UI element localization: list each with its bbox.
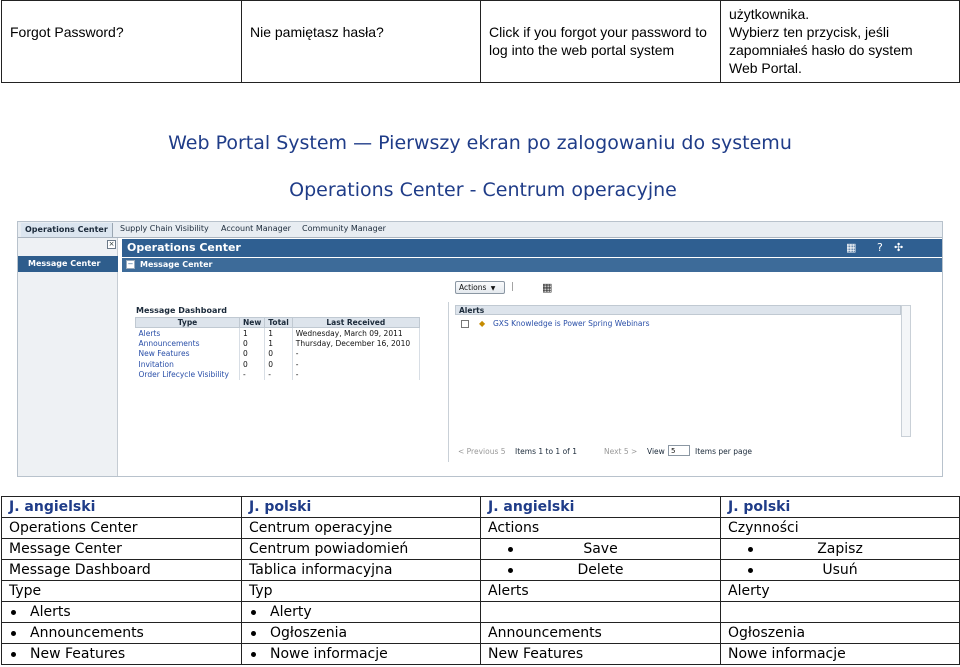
- toolbar-separator: |: [511, 282, 515, 292]
- view-label: View: [647, 447, 665, 456]
- sidebar-item-message-center[interactable]: Message Center: [18, 256, 118, 272]
- nav-tab-community-manager[interactable]: Community Manager: [302, 224, 386, 233]
- layout-icon[interactable]: ▦: [846, 241, 857, 254]
- desc-pl-line: zapomniałeś hasło do system: [729, 42, 913, 58]
- settings-icon[interactable]: ✣: [894, 241, 904, 254]
- cell: Centrum powiadomień: [242, 539, 481, 560]
- cell: Zapisz: [721, 539, 960, 560]
- top-nav: [18, 222, 943, 238]
- nav-tab-supply-chain[interactable]: Supply Chain Visibility: [120, 224, 209, 233]
- page-title: Operations Center: [127, 241, 241, 254]
- cell: Announcements: [481, 623, 721, 644]
- table-row: [2, 644, 960, 665]
- cell: Tablica informacyjna: [242, 560, 481, 581]
- column-header: J. angielski: [2, 497, 242, 518]
- column-header: Total: [265, 318, 293, 328]
- cell: -: [292, 349, 419, 360]
- section-subheading: Operations Center - Centrum operacyjne: [289, 179, 677, 201]
- collapse-icon[interactable]: ×: [108, 240, 115, 248]
- cell: 1: [265, 338, 293, 349]
- table-row: [136, 328, 420, 339]
- table-row: [136, 359, 420, 370]
- cell: 1: [265, 328, 293, 339]
- next-page-link[interactable]: Next 5 >: [604, 447, 638, 456]
- alerts-header: Alerts: [455, 305, 901, 315]
- cell: Operations Center: [2, 518, 242, 539]
- nav-tab-operations-center[interactable]: Operations Center: [21, 223, 113, 237]
- pager: [455, 446, 915, 458]
- desc-pl-line: Web Portal.: [729, 60, 802, 76]
- table-row: [136, 338, 420, 349]
- table-row: [136, 370, 420, 381]
- cell: Message Dashboard: [2, 560, 242, 581]
- cell: 0: [240, 359, 265, 370]
- desc-pl-line: Wybierz ten przycisk, jeśli: [729, 24, 890, 40]
- forgot-password-pl: Nie pamiętasz hasła?: [242, 1, 481, 83]
- cell: Alerts: [2, 602, 242, 623]
- cell: [481, 602, 721, 623]
- cell: Delete: [481, 560, 721, 581]
- section-heading: Web Portal System — Pierwszy ekran po zalogowaniu do systemu: [168, 132, 792, 154]
- column-header: New: [240, 318, 265, 328]
- items-per-page-label: Items per page: [695, 447, 752, 456]
- cell: Ogłoszenia: [242, 623, 481, 644]
- cell: 0: [265, 349, 293, 360]
- column-header: J. polski: [242, 497, 481, 518]
- section-title: Message Center: [140, 260, 213, 269]
- forgot-password-en: Forgot Password?: [2, 1, 242, 83]
- cell: 0: [240, 338, 265, 349]
- actions-dropdown[interactable]: [455, 281, 505, 294]
- column-header: Type: [136, 318, 240, 328]
- cell: Centrum operacyjne: [242, 518, 481, 539]
- alert-link[interactable]: GXS Knowledge is Power Spring Webinars: [493, 319, 650, 328]
- cell: Nowe informacje: [721, 644, 960, 665]
- table-row: [2, 581, 960, 602]
- dashboard-type-link[interactable]: Alerts: [136, 328, 240, 339]
- items-per-page-value: 5: [671, 447, 676, 455]
- cell: Actions: [481, 518, 721, 539]
- cell: Czynności: [721, 518, 960, 539]
- table-row: [136, 349, 420, 360]
- scrollbar[interactable]: [901, 305, 911, 437]
- alert-row: [455, 318, 901, 330]
- dashboard-title: Message Dashboard: [136, 306, 228, 315]
- prev-page-link[interactable]: < Previous 5: [458, 447, 506, 456]
- cell: Typ: [242, 581, 481, 602]
- desc-pl-line: użytkownika.: [729, 6, 810, 22]
- cell: Nowe informacje: [242, 644, 481, 665]
- cell: [721, 602, 960, 623]
- header-table: [1, 0, 960, 83]
- message-dashboard-table: [135, 317, 420, 380]
- items-per-page-select[interactable]: [668, 445, 690, 456]
- dashboard-type-link[interactable]: Announcements: [136, 338, 240, 349]
- table-row: [2, 623, 960, 644]
- table-row: [2, 539, 960, 560]
- table-header-row: [2, 497, 960, 518]
- dashboard-type-link[interactable]: New Features: [136, 349, 240, 360]
- cell: -: [240, 370, 265, 381]
- cell: Type: [2, 581, 242, 602]
- cell: Thursday, December 16, 2010: [292, 338, 419, 349]
- column-header: J. polski: [721, 497, 960, 518]
- table-row: [2, 518, 960, 539]
- pager-info: Items 1 to 1 of 1: [515, 447, 577, 456]
- chevron-down-icon: ▼: [490, 285, 496, 292]
- cell: Alerty: [242, 602, 481, 623]
- cell: -: [292, 359, 419, 370]
- cell: Message Center: [2, 539, 242, 560]
- cell: 0: [265, 359, 293, 370]
- dashboard-type-link[interactable]: Order Lifecycle Visibility: [136, 370, 240, 381]
- cell: Alerty: [721, 581, 960, 602]
- table-row: [2, 602, 960, 623]
- divider: [448, 302, 449, 462]
- dashboard-type-link[interactable]: Invitation: [136, 359, 240, 370]
- alert-checkbox[interactable]: [461, 320, 469, 328]
- cell: New Features: [2, 644, 242, 665]
- table-row: [2, 560, 960, 581]
- cell: 0: [240, 349, 265, 360]
- collapse-section-icon[interactable]: −: [127, 260, 134, 268]
- cell: Usuń: [721, 560, 960, 581]
- actions-label: Actions: [459, 283, 487, 292]
- forgot-password-desc-en: Click if you forgot your password to log into the web portal system: [481, 1, 721, 83]
- help-icon[interactable]: ?: [877, 241, 883, 254]
- cell: New Features: [481, 644, 721, 665]
- column-header: J. angielski: [481, 497, 721, 518]
- cell: Alerts: [481, 581, 721, 602]
- cell: Save: [481, 539, 721, 560]
- cell: Ogłoszenia: [721, 623, 960, 644]
- forgot-password-desc-pl: [721, 1, 960, 83]
- cell: Announcements: [2, 623, 242, 644]
- calendar-icon[interactable]: ▦: [542, 281, 553, 294]
- cell: -: [265, 370, 293, 381]
- section-bar: [122, 258, 942, 272]
- cell: 1: [240, 328, 265, 339]
- sidebar: [18, 238, 118, 477]
- cell: Wednesday, March 09, 2011: [292, 328, 419, 339]
- nav-tab-account-manager[interactable]: Account Manager: [221, 224, 291, 233]
- column-header: Last Received: [292, 318, 419, 328]
- cell: -: [292, 370, 419, 381]
- page-title-bar: [122, 239, 942, 257]
- translation-table: [1, 496, 960, 665]
- portal-screenshot: [17, 221, 943, 477]
- alert-icon: ◆: [479, 319, 486, 328]
